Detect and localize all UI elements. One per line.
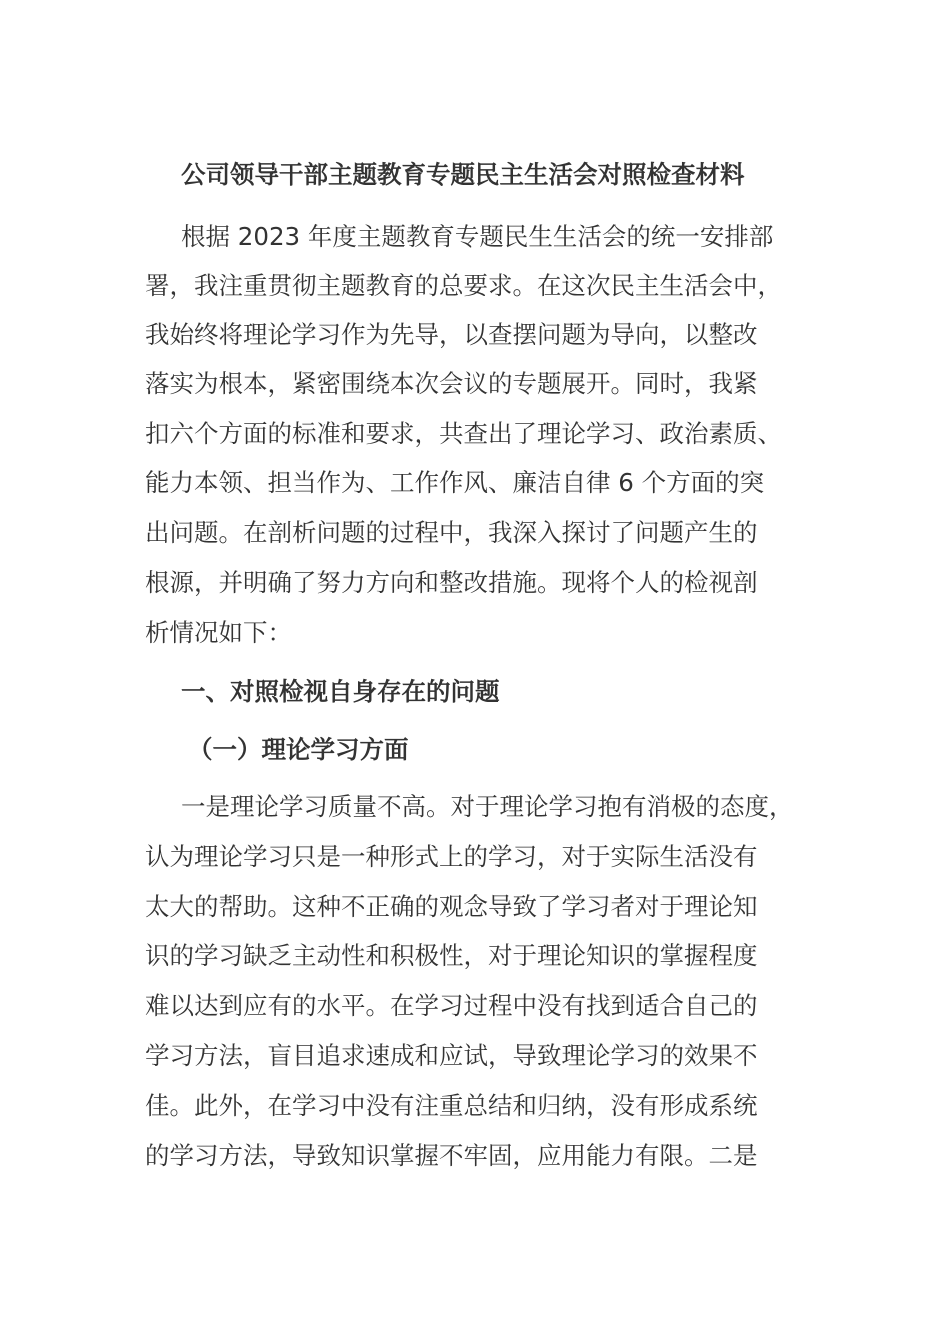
body-line-3: 太大的帮助。这种不正确的观念导致了学习者对于理论知 (145, 892, 758, 921)
intro-line-3: 我始终将理论学习作为先导，以查摆问题为导向，以整改 (145, 320, 758, 349)
intro-line-2: 署，我注重贯彻主题教育的总要求。在这次民主生活会中， (145, 271, 782, 300)
body-line-8: 的学习方法，导致知识掌握不牢固，应用能力有限。二是 (145, 1141, 758, 1170)
subsection-heading: （一）理论学习方面 (188, 735, 409, 764)
body-line-2: 认为理论学习只是一种形式上的学习，对于实际生活没有 (145, 842, 758, 871)
body-line-5: 难以达到应有的水平。在学习过程中没有找到适合自己的 (145, 991, 758, 1020)
body-line-6: 学习方法，盲目追求速成和应试，导致理论学习的效果不 (145, 1041, 758, 1070)
document-title: 公司领导干部主题教育专题民主生活会对照检查材料 (181, 160, 745, 189)
body-line-7: 佳。此外，在学习中没有注重总结和归纳，没有形成系统 (145, 1091, 758, 1120)
intro-line-7: 出问题。在剖析问题的过程中，我深入探讨了问题产生的 (145, 518, 758, 547)
body-line-1: 一是理论学习质量不高。对于理论学习抱有消极的态度， (181, 792, 794, 821)
intro-line-6: 能力本领、担当作为、工作作风、廉洁自律 6 个方面的突 (145, 468, 765, 497)
intro-line-4: 落实为根本，紧密围绕本次会议的专题展开。同时，我紧 (145, 369, 758, 398)
intro-line-5: 扣六个方面的标准和要求，共查出了理论学习、政治素质、 (145, 419, 782, 448)
body-line-4: 识的学习缺乏主动性和积极性，对于理论知识的掌握程度 (145, 941, 758, 970)
section-heading: 一、对照检视自身存在的问题 (181, 677, 500, 706)
intro-line-9: 析情况如下： (145, 618, 292, 647)
intro-line-1: 根据 2023 年度主题教育专题民生生活会的统一安排部 (181, 222, 774, 251)
intro-line-8: 根源，并明确了努力方向和整改措施。现将个人的检视剖 (145, 568, 758, 597)
